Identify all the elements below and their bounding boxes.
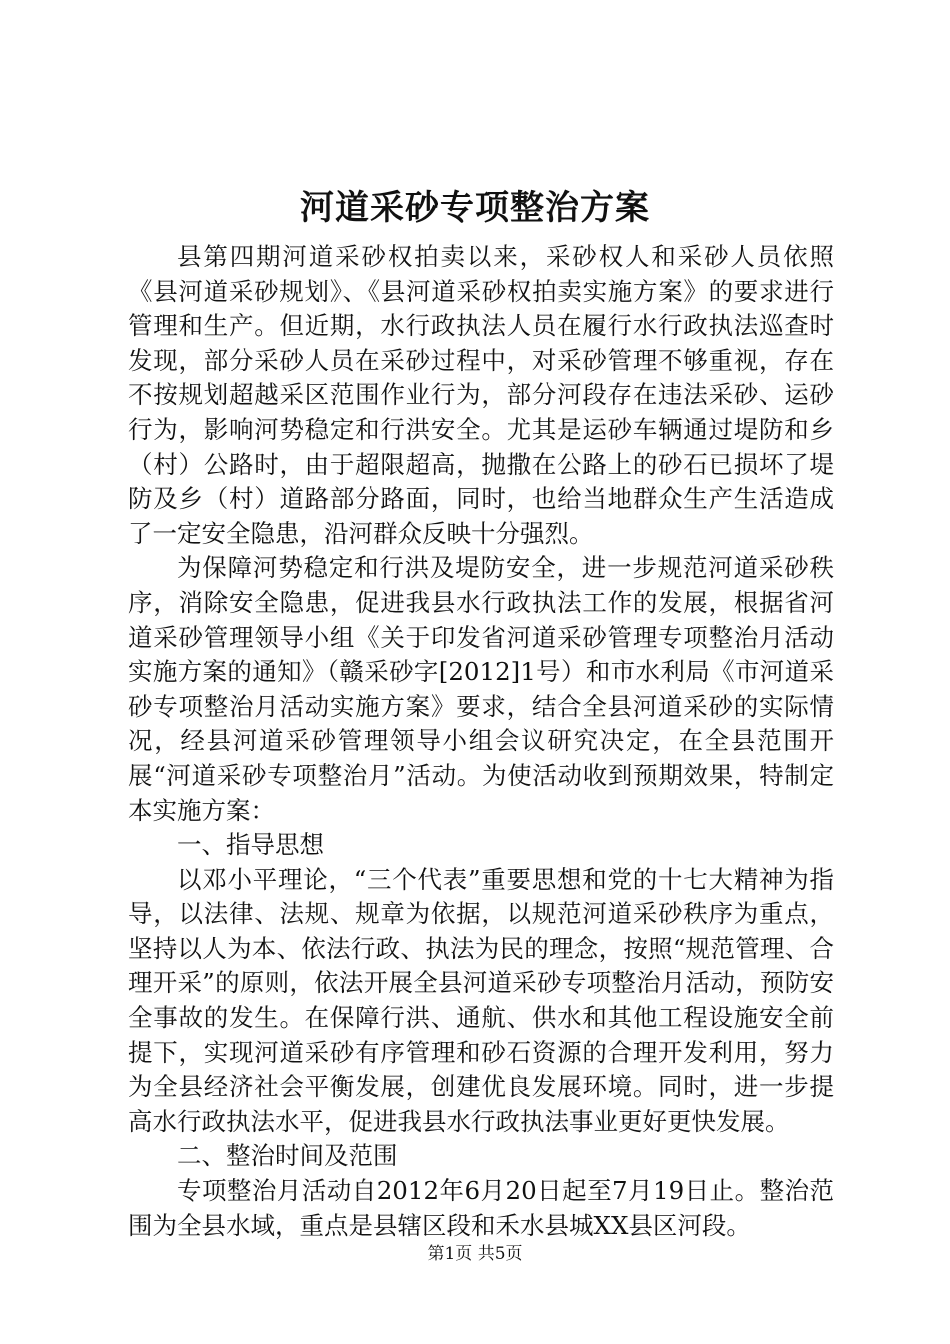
section-heading-guiding-ideology: 一、指导思想 bbox=[177, 830, 324, 860]
document-body bbox=[128, 240, 834, 1243]
paragraph-purpose: 为保障河势稳定和行洪及堤防安全，进一步规范河道采砂秩序，消除安全隐患，促进我县水行政执法工作的发展，根据省河道采砂管理领导小组《关于印发省河道采砂管理专项整治月活动实施方案的通知》（赣采砂字[2012]1号）和市水利局《市河道采砂专项整治月活动实施方案》要求，结合全县河道采砂的实际情况，经县河道采砂管理领导小组会议研究决定，在全县范围开展“河道采砂专项整治月”活动。为使活动收到预期效果，特制定本实施方案： bbox=[128, 553, 834, 825]
paragraph-intro: 县第四期河道采砂权拍卖以来，采砂权人和采砂人员依照《县河道采砂规划》、《县河道采砂权拍卖实施方案》的要求进行管理和生产。但近期，水行政执法人员在履行水行政执法巡查时发现，部分采砂人员在采砂过程中，对采砂管理不够重视，存在不按规划超越采区范围作业行为，部分河段存在违法采砂、运砂行为，影响河势稳定和行洪安全。尤其是运砂车辆通过堤防和乡（村）公路时，由于超限超高，抛撒在公路上的砂石已损坏了堤防及乡（村）道路部分路面，同时，也给当地群众生产生活造成了一定安全隐患，沿河群众反映十分强烈。 bbox=[128, 242, 834, 548]
document-title: 河道采砂专项整治方案 bbox=[300, 188, 650, 228]
paragraph-guiding-ideology: 以邓小平理论，“三个代表”重要思想和党的十七大精神为指导，以法律、法规、规章为依据，以规范河道采砂秩序为重点，坚持以人为本、依法行政、执法为民的理念，按照“规范管理、合理开采”的原则，依法开展全县河道采砂专项整治月活动，预防安全事故的发生。在保障行洪、通航、供水和其他工程设施安全前提下，实现河道采砂有序管理和砂石资源的合理开发利用，努力为全县经济社会平衡发展，创建优良发展环境。同时，进一步提高水行政执法水平，促进我县水行政执法事业更好更快发展。 bbox=[128, 864, 834, 1136]
paragraph-time-and-scope: 专项整治月活动自2012年6月20日起至7月19日止。整治范围为全县水域，重点是县辖区段和禾水县城XX县区河段。 bbox=[128, 1176, 834, 1240]
section-heading-time-and-scope: 二、整治时间及范围 bbox=[177, 1141, 398, 1171]
page-number-footer: 第1页 共5页 bbox=[427, 1244, 523, 1264]
